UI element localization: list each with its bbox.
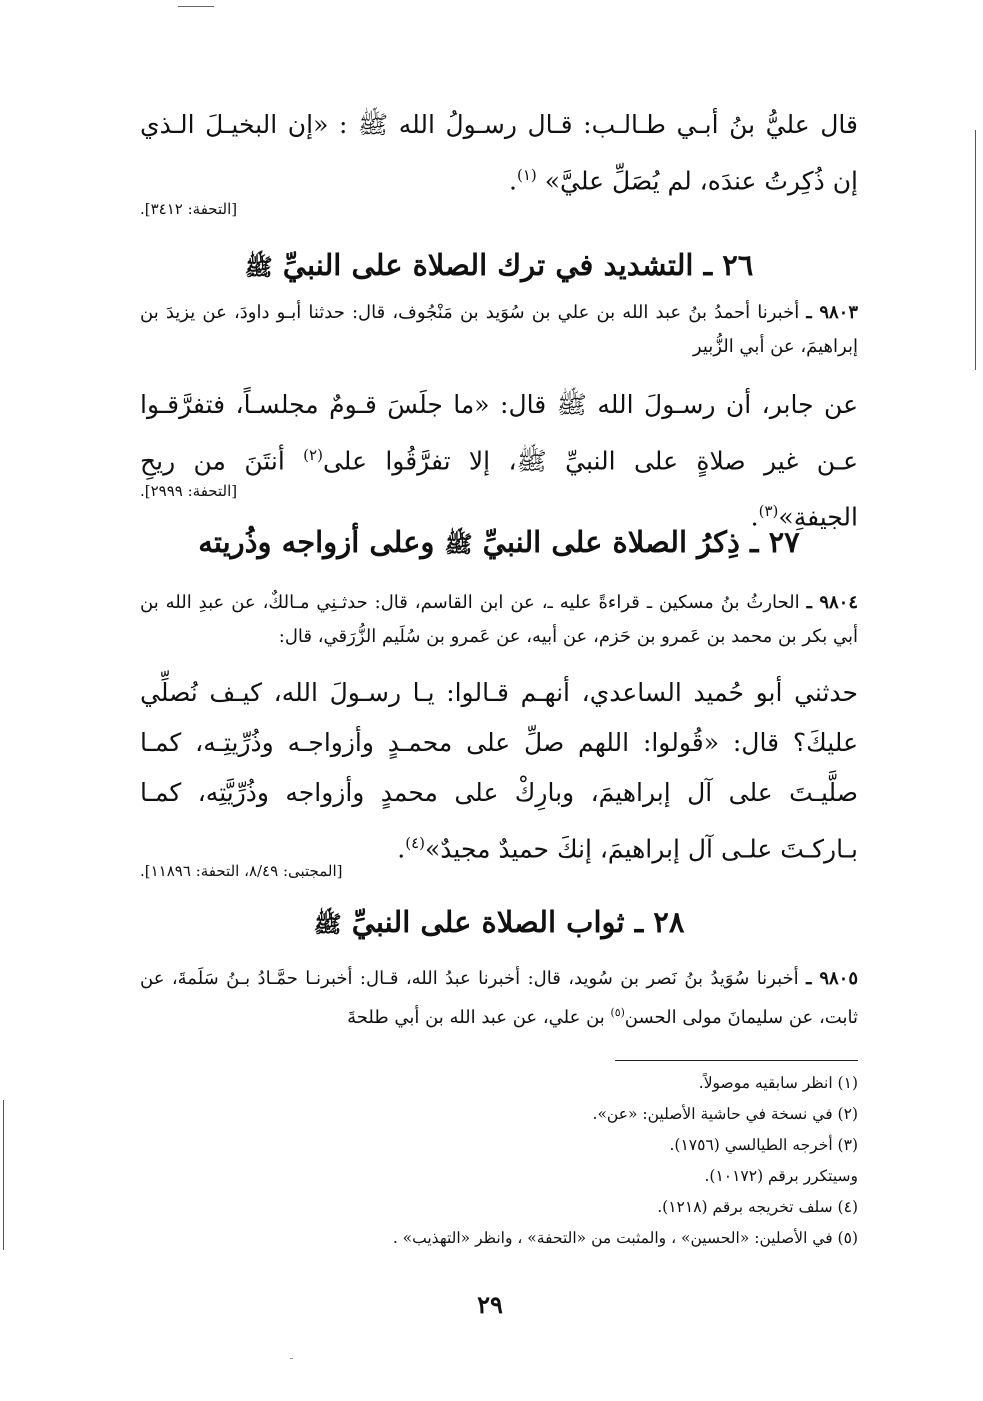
- opening-end: .: [509, 166, 517, 196]
- matn-text: عن جابر، أن رسـولَ الله ﷺ قال: «ما جلَسَ قـومٌ مجلسـاً، فتفرَّقـوا عـن غير صلاةٍ على النبيِّ ﷺ، إلا تفرَّقُوا على: [140, 390, 859, 476]
- section-title: التشديد في ترك الصلاة على النبيِّ: [282, 248, 694, 282]
- matn-text: حدثني أبو حُميد الساعدي، أنهـم قـالوا: يـا رسـولَ الله، كيـف نُصلِّي عليكَ؟ قال: «قُولوا: اللهم صلِّ على محمـدٍ وأزواجـه وذُرِّيتِـه، كمـا صلَّيـتَ على آل إبراهيمَ، وبارِكْ على محمدٍ وأزواجه وذُرِّيَّتِه، كمـا بـاركـتَ علـى آل إبراهيمَ، إنكَ حميدٌ مجيدٌ»: [140, 678, 858, 864]
- hadith-9803-matn: [140, 380, 858, 543]
- matn-end: .: [397, 834, 406, 864]
- footnote-marker-1: (١): [516, 166, 537, 184]
- isnad-text: أخبرنا سُوَيدُ بنُ نَصر بن سُويد، قال: أخبرنا عبدُ الله، قـال: أخبرنـا حمَّـادُ بـنُ سَلَمةَ، عن ثابت، عن سليمانَ مولى الحسن: [140, 968, 858, 1028]
- reference-tuhfa-3412: [التحفة: ٣٤١٢].: [140, 200, 238, 218]
- isnad-text-end: بن علي، عن عبد الله بن أبي طلحةَ: [347, 1007, 605, 1028]
- section-number: ٢٧ ـ: [749, 525, 800, 559]
- opening-text: قال عليُّ بنُ أبـي طـالـب: قـال رسـولُ الله ﷺ : «إن البخيـلَ الـذي إن ذُكِرتُ عندَه، لم يُصَلِّ عليَّ»: [140, 110, 858, 196]
- section-heading-27: [140, 522, 858, 565]
- section-heading-26: [140, 245, 858, 288]
- opening-paragraph: [140, 100, 858, 206]
- hadith-9805-isnad: [140, 962, 858, 1035]
- matn-text-end: أنتَنَ من ريحِ الجيفةِ»: [140, 446, 858, 532]
- footnote-separator: [615, 1060, 858, 1061]
- page-number: ٢٩: [477, 1290, 503, 1319]
- footnote-marker-5: (٥): [610, 1006, 625, 1019]
- salutation-glyph: ﷺ: [444, 531, 473, 558]
- section-title-end: وعلى أزواجه وذُريته: [198, 525, 435, 559]
- right-edge-mark: [975, 130, 976, 370]
- hadith-9804-matn: [140, 668, 858, 874]
- footnote: (١) انظر سابقيه موصولاً.: [698, 1074, 858, 1092]
- footnotes: [140, 1068, 858, 1254]
- section-title: ثواب الصلاة على النبيِّ: [351, 905, 625, 939]
- footnote-marker-3: (٣): [758, 502, 779, 521]
- hadith-9803-isnad: [140, 296, 858, 364]
- reference-mujtaba-tuhfa: [المجتبى: ٨/٤٩، التحفة: ١١٨٩٦].: [140, 862, 343, 880]
- footnote: (٥) في الأصلين: «الحسين» ، والمثبت من «التحفة» ، وانظر «التهذيب» .: [392, 1229, 858, 1247]
- isnad-text: أخبرنا أحمدُ بنُ عبد الله بن علي بن سُوَيد بن مَنْجُوف، قال: حدثنا أبـو داودَ، عن يزيدَ بن إبراهيمَ، عن أبي الزُّبير: [140, 302, 858, 357]
- isnad-text: الحارثُ بنُ مسكين ـ قراءةً عليه ـ، عن ابن القاسم، قال: حدثـنِي مـالكٌ، عن عبدِ الله بن أبي بكر بن محمد بن عَمرو بن حَزم، عن أبيه، عن عَمرو بن سُلَيم الزُّرَقي، قال:: [140, 592, 858, 647]
- footnote-marker-2: (٢): [303, 446, 323, 464]
- footnote: (٢) في نسخة في حاشية الأصلين: «عن».: [592, 1105, 858, 1123]
- footnote: (٤) سلف تخريجه برقم (١٢١٨).: [657, 1198, 858, 1216]
- footnote: (٣) أخرجه الطيالسي (١٧٥٦).: [669, 1136, 858, 1154]
- bottom-mark: [290, 1358, 293, 1359]
- reference-tuhfa-2999: [التحفة: ٢٩٩٩].: [140, 482, 238, 500]
- matn-end: .: [750, 502, 759, 532]
- section-number: ٢٨ ـ: [634, 905, 685, 939]
- section-number: ٢٦ ـ: [703, 248, 754, 282]
- hadith-number: ٩٨٠٤ ـ: [806, 592, 858, 613]
- top-mark: [178, 6, 214, 7]
- salutation-glyph: ﷺ: [313, 911, 342, 938]
- left-edge-mark: [3, 1100, 4, 1250]
- footnote: وسيتكرر برقم (١٠١٧٢).: [704, 1167, 858, 1185]
- hadith-number: ٩٨٠٣ ـ: [806, 302, 858, 323]
- hadith-9804-isnad: [140, 586, 858, 654]
- salutation-glyph: ﷺ: [244, 254, 273, 281]
- hadith-number: ٩٨٠٥ ـ: [806, 968, 858, 989]
- footnote-marker-4: (٤): [405, 834, 425, 852]
- section-title-start: ذِكرُ الصلاة على النبيِّ: [482, 525, 740, 559]
- section-heading-28: [140, 902, 858, 945]
